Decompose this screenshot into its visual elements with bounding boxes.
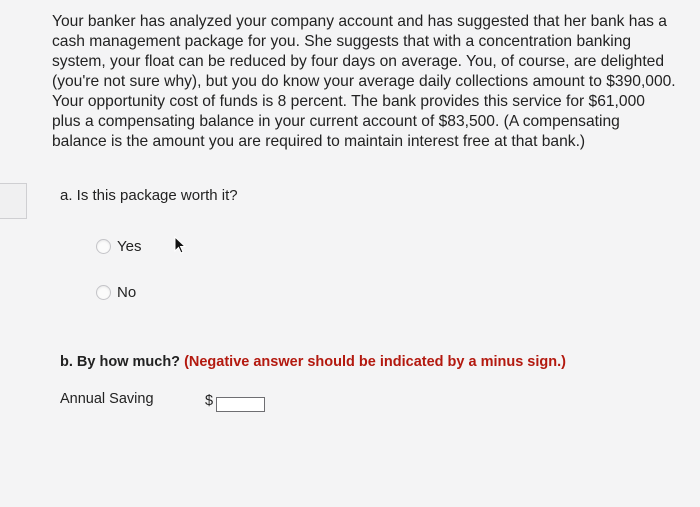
annual-saving-input[interactable] [216,397,265,412]
radio-button-icon[interactable] [96,239,111,254]
mouse-pointer-icon [174,236,188,254]
part-b-lead: b. By how much? [60,354,181,370]
radio-button-icon[interactable] [96,285,111,300]
option-no[interactable] [96,284,136,301]
option-yes-label: Yes [117,238,142,255]
side-tab[interactable] [0,183,27,219]
part-a-prompt: a. Is this package worth it? [60,187,238,204]
part-b-note: (Negative answer should be indicated by a minus sign.) [184,354,566,370]
annual-saving-label: Annual Saving [60,391,154,407]
currency-symbol: $ [205,393,214,409]
option-yes[interactable] [96,238,141,255]
question-text: Your banker has analyzed your company account and has suggested that her bank has a cash management package for you. She suggests that with a concentration banking system, your float can be reduced by four days on average. You, of course, are delighted (you're not sure why), but you do know your average daily collections amount to $390,000. Your opportunity cost of funds is 8 percent. The bank provides this service for $61,000 plus a compensating balance in your current account of $83,500. (A compensating balance is the amount you are required to maintain interest free at that bank.) [52,13,676,150]
option-no-label: No [117,284,137,301]
part-b-prompt [60,354,566,370]
